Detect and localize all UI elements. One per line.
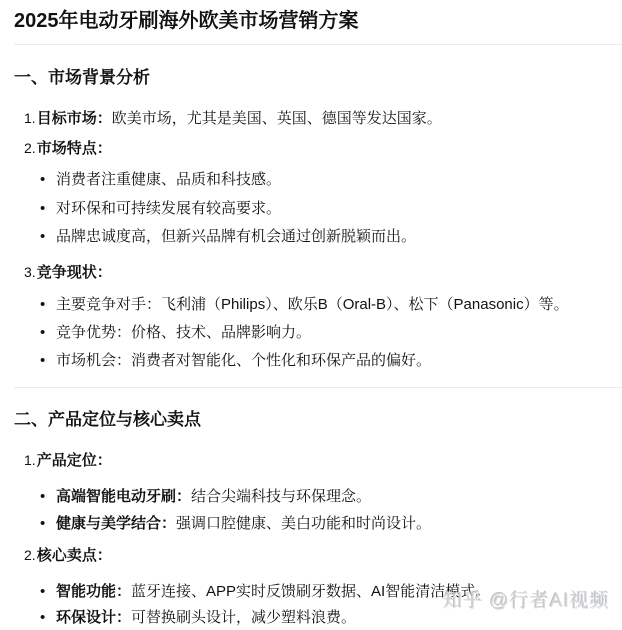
item-number: 2. bbox=[24, 140, 36, 156]
item-label: 目标市场： bbox=[36, 110, 112, 127]
bullet-item bbox=[14, 485, 606, 509]
section-heading-market-background: 一、市场背景分析 bbox=[14, 68, 150, 87]
list-item-market-traits bbox=[14, 136, 606, 161]
bullet-text: 可替换刷头设计，减少塑料浪费。 bbox=[131, 609, 357, 626]
divider bbox=[14, 387, 622, 388]
watermark: 知乎 @行者AI视频 bbox=[443, 591, 610, 612]
item-label: 竞争现状： bbox=[36, 264, 112, 281]
item-number: 1. bbox=[24, 110, 36, 126]
bullet-label: 健康与美学结合： bbox=[56, 515, 177, 532]
bullet-icon: • bbox=[40, 228, 46, 245]
item-number: 1. bbox=[24, 452, 36, 468]
bullet-text: 消费者注重健康、品质和科技感。 bbox=[56, 171, 282, 188]
item-label: 市场特点： bbox=[36, 140, 112, 157]
list-item-competition bbox=[14, 260, 606, 285]
bullet-label: 高端智能电动牙刷： bbox=[56, 488, 192, 505]
item-number: 3. bbox=[24, 264, 36, 280]
article-body bbox=[0, 7, 622, 630]
bullet-item bbox=[14, 293, 606, 317]
bullet-icon: • bbox=[40, 583, 46, 600]
list-item-positioning bbox=[14, 448, 606, 473]
bullet-icon: • bbox=[40, 171, 46, 188]
bullet-icon: • bbox=[40, 324, 46, 341]
bullet-label: 智能功能： bbox=[56, 583, 132, 600]
bullet-text: 市场机会：消费者对智能化、个性化和环保产品的偏好。 bbox=[56, 352, 432, 369]
bullet-text: 结合尖端科技与环保理念。 bbox=[191, 488, 372, 505]
bullet-text: 竞争优势：价格、技术、品牌影响力。 bbox=[56, 324, 312, 341]
bullet-item bbox=[14, 197, 606, 221]
list-item-target-market bbox=[14, 106, 606, 131]
bullet-icon: • bbox=[40, 352, 46, 369]
bullet-text: 对环保和可持续发展有较高要求。 bbox=[56, 200, 282, 217]
bullet-text: 蓝牙连接、APP实时反馈刷牙数据、AI智能清洁模式。 bbox=[131, 583, 491, 600]
bullet-icon: • bbox=[40, 488, 46, 505]
bullet-icon: • bbox=[40, 296, 46, 313]
list-item-selling-points bbox=[14, 543, 606, 568]
bullet-text: 品牌忠诚度高，但新兴品牌有机会通过创新脱颖而出。 bbox=[56, 228, 417, 245]
bullet-item bbox=[14, 168, 606, 192]
bullet-item bbox=[14, 349, 606, 373]
bullet-icon: • bbox=[40, 515, 46, 532]
bullet-icon: • bbox=[40, 609, 46, 626]
section-heading-product-positioning: 二、产品定位与核心卖点 bbox=[14, 410, 201, 429]
divider bbox=[14, 44, 622, 45]
item-text: 欧美市场，尤其是美国、英国、德国等发达国家。 bbox=[111, 110, 442, 127]
item-number: 2. bbox=[24, 547, 36, 563]
bullet-item bbox=[14, 321, 606, 345]
item-label: 产品定位： bbox=[36, 452, 112, 469]
bullet-item bbox=[14, 512, 606, 536]
page-title: 2025年电动牙刷海外欧美市场营销方案 bbox=[14, 10, 359, 32]
bullet-label: 环保设计： bbox=[56, 609, 132, 626]
item-label: 核心卖点： bbox=[36, 547, 112, 564]
bullet-item bbox=[14, 225, 606, 249]
bullet-icon: • bbox=[40, 200, 46, 217]
bullet-text: 强调口腔健康、美白功能和时尚设计。 bbox=[176, 515, 432, 532]
bullet-text: 主要竞争对手：飞利浦（Philips）、欧乐B（Oral-B）、松下（Panasonic）等。 bbox=[56, 296, 569, 313]
